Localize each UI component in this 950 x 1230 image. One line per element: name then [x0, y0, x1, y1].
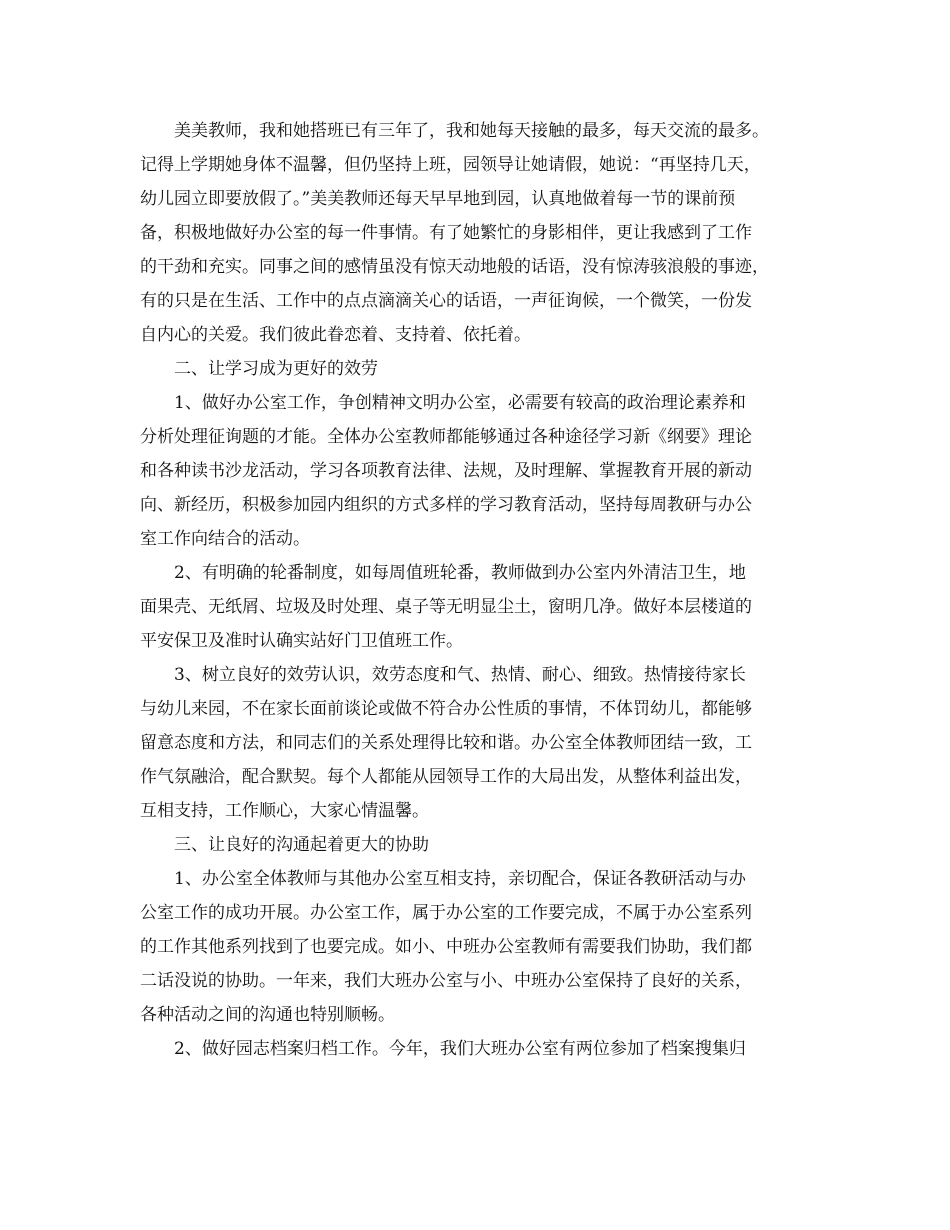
text-line: 1、办公室全体教师与其他办公室互相支持，亲切配合，保证各教研活动与办 — [174, 869, 746, 889]
section-heading-communication — [140, 828, 820, 862]
text-line: 面果壳、无纸屑、垃圾及时处理、桌子等无明显尘土，窗明几净。做好本层楼道的 — [140, 597, 752, 617]
text-line: 平安保卫及准时认确实站好门卫值班工作。 — [140, 631, 463, 651]
text-line: 美美教师，我和她搭班已有三年了，我和她每天接触的最多，每天交流的最多。 — [174, 121, 769, 141]
document-body — [140, 114, 820, 1066]
text-line: 有的只是在生活、工作中的点点滴滴关心的话语，一声征询候，一个微笑，一份发 — [140, 291, 752, 311]
paragraph-colleague-meimei — [140, 114, 820, 352]
text-line: 向、新经历，积极参加园内组织的方式多样的学习教育活动，坚持每周教研与办公 — [140, 495, 752, 515]
text-line: 与幼儿来园，不在家长面前谈论或做不符合办公性质的事情，不体罚幼儿，都能够 — [140, 699, 752, 719]
text-line: 的工作其他系列找到了也要完成。如小、中班办公室教师有需要我们协助，我们都 — [140, 937, 752, 957]
text-line: 2、有明确的轮番制度，如每周值班轮番，教师做到办公室内外清洁卫生，地 — [174, 563, 746, 583]
text-line: 2、做好园志档案归档工作。今年，我们大班办公室有两位参加了档案搜集归 — [174, 1039, 746, 1059]
text-line: 各种活动之间的沟通也特别顺畅。 — [140, 1005, 395, 1025]
text-line: 公室工作的成功开展。办公室工作，属于办公室的工作要完成，不属于办公室系列 — [140, 903, 752, 923]
text-line: 的干劲和充实。同事之间的感情虽没有惊天动地般的话语，没有惊涛骇浪般的事迹， — [140, 257, 769, 277]
text-line: 幼儿园立即要放假了。”美美教师还每天早早地到园，认真地做着每一节的课前预 — [140, 189, 736, 209]
text-line: 和各种读书沙龙活动，学习各项教育法律、法规，及时理解、掌握教育开展的新动 — [140, 461, 752, 481]
text-line: 留意态度和方法，和同志们的关系处理得比较和谐。办公室全体教师团结一致，工 — [140, 733, 752, 753]
text-line: 互相支持，工作顺心，大家心情温馨。 — [140, 801, 429, 821]
text-line: 作气氛融洽，配合默契。每个人都能从园领导工作的大局出发，从整体利益出发， — [140, 767, 752, 787]
heading-text: 二、让学习成为更好的效劳 — [174, 359, 378, 379]
text-line: 记得上学期她身体不温馨，但仍坚持上班，园领导让她请假，她说：“再坚持几天， — [140, 155, 761, 175]
text-line: 二话没说的协助。一年来，我们大班办公室与小、中班办公室保持了良好的关系， — [140, 971, 752, 991]
text-line: 分析处理征询题的才能。全体办公室教师都能够通过各种途径学习新《纲要》理论 — [140, 427, 752, 447]
text-line: 备，积极地做好办公室的每一件事情。有了她繁忙的身影相伴，更让我感到了工作 — [140, 223, 752, 243]
section-heading-learning — [140, 352, 820, 386]
text-line: 自内心的关爱。我们彼此眷恋着、支持着、依托着。 — [140, 325, 531, 345]
paragraph-communication-item-2 — [140, 1032, 820, 1066]
text-line: 3、树立良好的效劳认识，效劳态度和气、热情、耐心、细致。热情接待家长 — [174, 665, 746, 685]
heading-text: 三、让良好的沟通起着更大的协助 — [174, 835, 429, 855]
text-line: 室工作向结合的活动。 — [140, 529, 310, 549]
text-line: 1、做好办公室工作，争创精神文明办公室，必需要有较高的政治理论素养和 — [174, 393, 746, 413]
paragraph-communication-item-1 — [140, 862, 820, 1032]
paragraph-learning-item-3 — [140, 658, 820, 828]
paragraph-learning-item-1 — [140, 386, 820, 556]
paragraph-learning-item-2 — [140, 556, 820, 658]
